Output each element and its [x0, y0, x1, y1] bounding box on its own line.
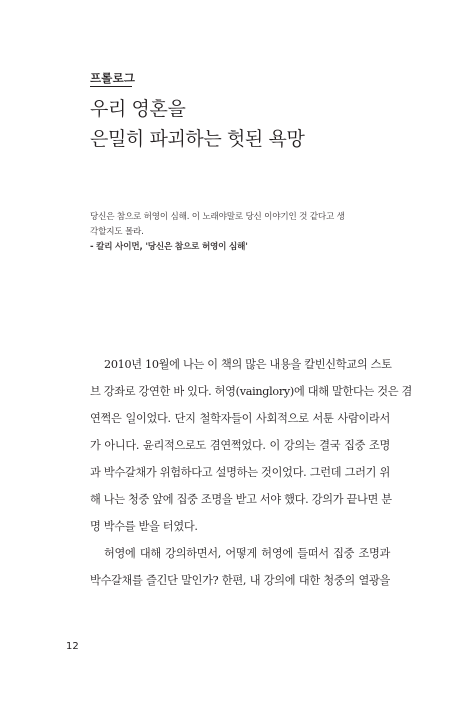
epigraph-attribution: - 칼리 사이먼, '당신은 참으로 허영이 심해' [90, 242, 248, 252]
text-line: 해 나는 청중 앞에 집중 조명을 받고 서야 했다. 강의가 끝나면 분 [90, 493, 392, 506]
chapter-title [90, 94, 304, 154]
page-number: 12 [66, 641, 79, 652]
text-line: 연쩍은 일이었다. 단지 철학자들이 사회적으로 서툰 사람이라서 [90, 412, 390, 425]
section-label: 프롤로그 [90, 71, 136, 85]
epigraph-line-2: 각할지도 몰라. [90, 227, 144, 237]
text-line: 박수갈채를 즐긴단 말인가? 한편, 내 강의에 대한 청중의 열광을 [90, 574, 390, 587]
text-line: 2010년 10월에 나는 이 책의 많은 내용을 칼빈신학교의 스토 [104, 358, 392, 371]
section-rule [90, 86, 132, 87]
paragraph-2 [90, 540, 390, 594]
body-text [90, 351, 413, 594]
text-line: 가 아니다. 윤리적으로도 겸연쩍었다. 이 강의는 결국 집중 조명 [90, 439, 390, 452]
paragraph-1 [90, 351, 413, 540]
chapter-title-line-2: 은밀히 파괴하는 헛된 욕망 [90, 128, 305, 150]
chapter-title-line-1: 우리 영혼을 [90, 98, 186, 120]
epigraph [90, 210, 390, 255]
text-line: 브 강좌로 강연한 바 있다. 허영(vainglory)에 대해 말한다는 것은 겸 [90, 385, 413, 398]
text-line: 과 박수갈채가 위험하다고 설명하는 것이었다. 그런데 그러기 위 [90, 466, 390, 479]
text-line: 허영에 대해 강의하면서, 어떻게 허영에 들떠서 집중 조명과 [104, 547, 390, 560]
text-line: 명 박수를 받을 터였다. [90, 520, 198, 533]
epigraph-line-1: 당신은 참으로 허영이 심해. 이 노래야말로 당신 이야기인 것 같다고 생 [90, 212, 345, 222]
